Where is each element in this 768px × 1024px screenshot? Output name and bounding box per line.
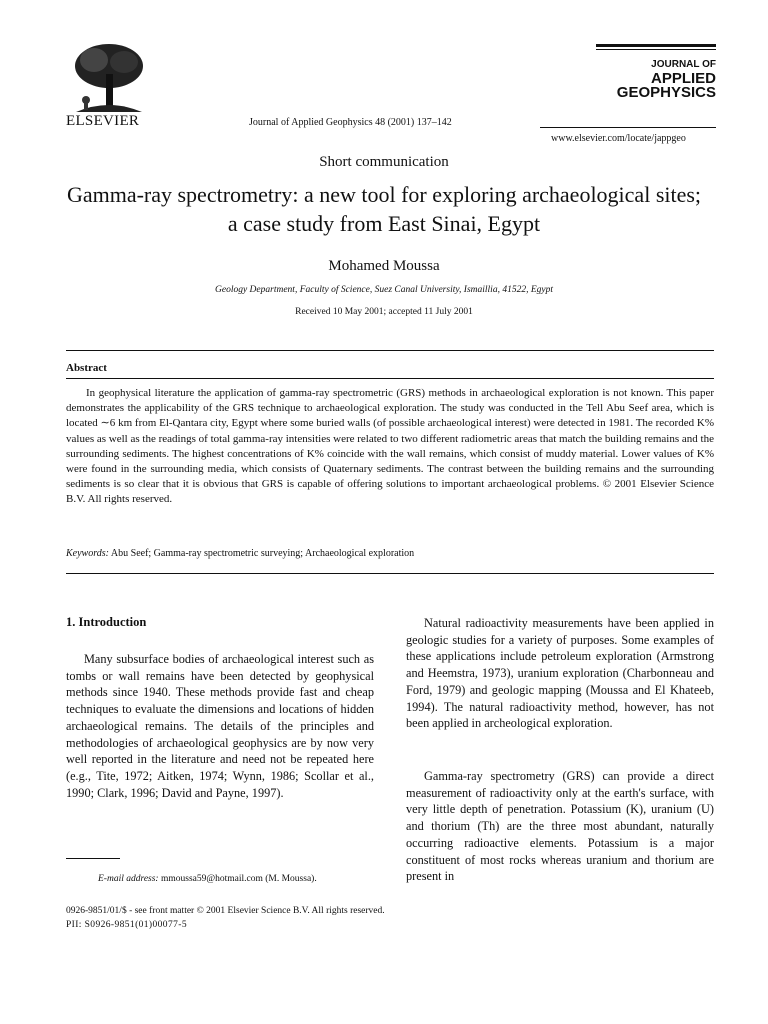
keywords	[66, 548, 414, 559]
keywords-list: Abu Seef; Gamma-ray spectrometric surveying; Archaeological exploration	[108, 548, 415, 559]
journal-url[interactable]: www.elsevier.com/locate/jappgeo	[551, 133, 686, 144]
keywords-label: Keywords:	[66, 548, 109, 559]
author-affiliation: Geology Department, Faculty of Science, Suez Canal University, Ismaillia, 41522, Egypt	[215, 285, 553, 295]
journal-name-line1: JOURNAL OF	[651, 59, 716, 70]
article-title: Gamma-ray spectrometry: a new tool for exploring archaeological sites; a case study from East Sinai, Egypt	[66, 182, 702, 236]
journal-rule-mid	[596, 49, 716, 50]
journal-name-line2: APPLIED	[650, 70, 716, 87]
journal-rule-top	[596, 44, 716, 47]
footnote-rule	[66, 858, 120, 859]
intro-paragraph-2: Natural radioactivity measurements have been applied in geologic studies for a variety of purposes. Some examples of these applications include petroleum exploration (Armstrong and Heemstra, 1973), uranium exploration (Charbonneau and Ford, 1979) and geologic mapping (Moussa and El Khateeb, 1994). The natural radioactivity method, however, has not been applied in archeological exploration.	[406, 616, 714, 731]
intro-paragraph-3: Gamma-ray spectrometry (GRS) can provide a direct measurement of radioactivity only at the earth's surface, with very little depth of penetration. Potassium (K), uranium (U) and thorium (Th) are the three most abundant, naturally occurring radioactive elements. Potassium is a major constituent of most rocks whereas uranium and thorium are present in	[406, 769, 714, 884]
journal-logo	[586, 58, 716, 100]
article-dates: Received 10 May 2001; accepted 11 July 2001	[295, 307, 473, 317]
section-heading-introduction: 1. Introduction	[66, 615, 147, 629]
abstract-top-rule	[66, 350, 714, 351]
pii-line: PII: S0926-9851(01)00077-5	[66, 920, 187, 930]
footnote-email	[98, 874, 317, 884]
abstract-heading-rule	[66, 378, 714, 379]
abstract-bottom-rule	[66, 573, 714, 574]
journal-citation: Journal of Applied Geophysics 48 (2001) 137–142	[249, 117, 452, 128]
publisher-name: ELSEVIER	[66, 113, 140, 129]
journal-name-line3: GEOPHYSICS	[616, 84, 716, 101]
journal-rule-bottom	[540, 127, 716, 128]
elsevier-logo	[66, 40, 152, 116]
intro-paragraph-1: Many subsurface bodies of archaeological interest such as tombs or wall remains have been detected by geophysical methods since 1940. These methods provide fast and cheap techniques to evaluate the dimensions and locations of hidden archaeological remains. The details of the principles and methodologies of archaeological geophysics are by now very well reported in the literature and need not be repeated here (e.g., Tite, 1972; Aitken, 1974; Wynn, 1986; Scollar et al., 1990; Clark, 1996; David and Payne, 1997).	[66, 652, 374, 800]
footnote-text: mmoussa59@hotmail.com (M. Moussa).	[158, 874, 317, 884]
abstract-heading: Abstract	[66, 362, 107, 374]
abstract-text: In geophysical literature the application of gamma-ray spectrometric (GRS) methods in archaeological exploration is not known. This paper demonstrates the applicability of the GRS technique to archaeological exploration. The study was conducted in the Tell Abu Seef area, which is located ∼6 km from El-Qantara city, Egypt where some buried walls (of possible archaeological interest) were detected in 1981. The recorded K% values as well as the readings of total gamma-ray intensities were related to two different radiometric areas that match the building remains and the surrounding sediments. The highest concentrations of K% coincide with the wall remains, which consist of muddy material. Lower values of K% were found in the surrounding media, which consists of Quaternary sediments. The contrast between the building remains and the surrounding sediments is so clear that it is obvious that GRS is capable of offering solutions to important archaeological problems. © 2001 Elsevier Science B.V. All rights reserved.	[66, 387, 714, 506]
article-type: Short communication	[319, 154, 449, 170]
author-name: Mohamed Moussa	[328, 258, 440, 274]
footnote-label: E-mail address:	[98, 874, 159, 884]
copyright-line: 0926-9851/01/$ - see front matter © 2001 Elsevier Science B.V. All rights reserved.	[66, 906, 385, 916]
